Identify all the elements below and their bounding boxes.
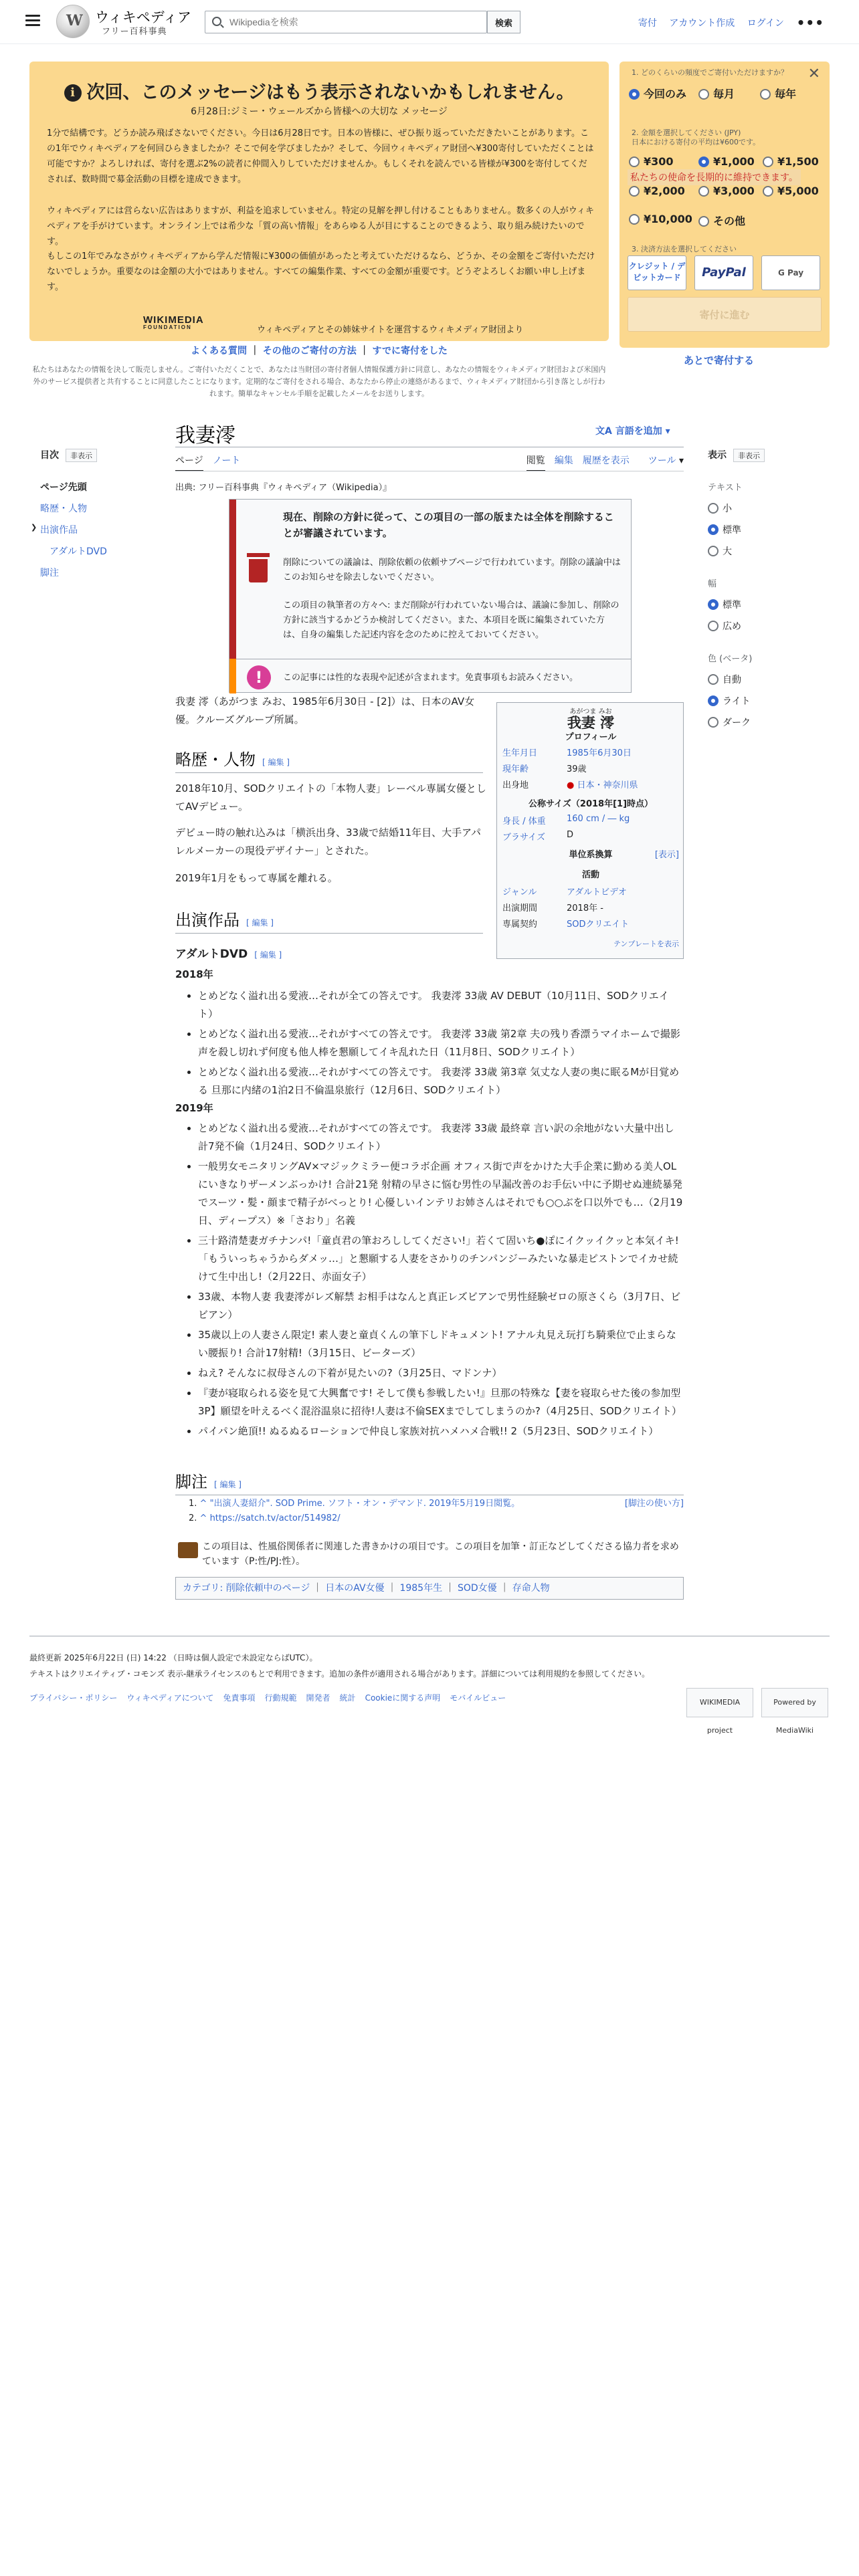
references-list	[189, 1497, 684, 1526]
freq-yearly[interactable]: 毎年	[760, 86, 796, 101]
payment-question: 3. 決済方法を選択してください	[632, 245, 737, 253]
year-2018: 2018年	[175, 968, 213, 980]
toc-item-dvd[interactable]: アダルトDVD	[50, 546, 107, 557]
toc-item-bio[interactable]: 略歴・人物	[40, 504, 87, 514]
site-tagline: フリー百科事典	[102, 27, 167, 37]
color-label: 色 (ベータ)	[708, 654, 753, 664]
stub-notice: この項目は、性風俗関係者に関連した書きかけの項目です。この項目を加筆・訂正などしてくださる協力者を求めています（P:性/PJ:性）。	[202, 1541, 679, 1567]
footer-link[interactable]: プライバシー・ポリシー	[29, 1693, 118, 1703]
warning-icon: !	[247, 665, 271, 689]
footer-link[interactable]: 統計	[339, 1693, 356, 1703]
footer-link[interactable]: 行動規範	[264, 1693, 297, 1703]
create-account-link[interactable]: アカウント作成	[669, 18, 735, 29]
footer-links	[29, 1692, 515, 1703]
list-item: • 三十路清楚妻ガチナンパ!「童貞君の筆おろししてください!」若くて固いち●ぽにイクッイクッと本気イキ! 「もういっちゃうからダメッ…」と懇願する人妻をさかりのチンパンジーみたいな暴走ピストンでイカせ続けて生中出し!（2月22日、赤面女子）	[198, 1232, 684, 1286]
infobox-value: 2018年 -	[567, 903, 603, 914]
infobox-key[interactable]: 身長 / 体重	[502, 817, 546, 827]
banner-footer-text: ウィキペディアとその姉妹サイトを運営するウィキメディア財団より	[257, 325, 524, 335]
works-list-2019	[189, 1119, 684, 1442]
freq-monthly[interactable]: 毎月	[698, 86, 735, 101]
edit-section-link[interactable]: [ 編集 ]	[214, 1480, 242, 1489]
category-links: カテゴリ: 削除依頼中のページ ｜ 日本のAV女優 ｜ 1985年生 ｜ SOD女優 ｜ 存命人物	[175, 1577, 684, 1600]
banner-paragraph-2: ウィキペディアには営らない広告はありますが、利益を追求していません。特定の見解を押し付けることもありません。数多くの人がウィキペディアを手がけています。オンライン上では希少な「質の高い情報」をあらゆる人が目にすることのできるよう、取り組み続けたいのです。	[47, 206, 594, 247]
reference-2: 2. ^ https://satch.tv/actor/514982/	[189, 1513, 341, 1523]
infobox-value: 39歳	[567, 764, 587, 774]
mission-message: 私たちの使命を長期的に維持できます。	[628, 169, 801, 185]
text-size-label: テキスト	[708, 483, 743, 493]
toc-item-notes[interactable]: 脚注	[40, 568, 59, 578]
pay-gpay-button[interactable]: G Pay	[761, 255, 820, 290]
tab-edit[interactable]: 編集	[554, 455, 573, 466]
deletion-notice-body: 削除についての議論は、削除依頼の依頼サブページで行われています。削除の議論中はこのお知らせを除去しないでください。	[283, 558, 621, 582]
amount-2000[interactable]: ¥2,000	[629, 185, 685, 197]
tab-talk[interactable]: ノート	[212, 455, 241, 466]
amount-10000[interactable]: ¥10,000	[629, 213, 692, 225]
list-item: • とめどなく溢れ出る愛液…それがすべての答えです。 我妻澪 33歳 第2章 夫の残り香漂うマイホームで撮影 声を殺し切れず何度も他人棒を懇願してイキ乱れた日（11月8日、SODクリエイト）	[198, 1025, 684, 1061]
heading-bio: 略歴・人物 [ 編集 ]	[175, 746, 483, 773]
main-menu-icon[interactable]	[25, 15, 40, 27]
infobox-template-link[interactable]: テンプレートを表示	[613, 940, 679, 948]
banner-subtitle: 6月28日:ジミー・ウェールズから皆様への大切な メッセージ	[191, 106, 448, 117]
banner-title: i 次回、このメッセージはもう表示されないかもしれません。	[29, 78, 609, 104]
wikimedia-foundation-logo: WIKIMEDIA FOUNDATION	[143, 314, 204, 330]
category-link[interactable]: 削除依頼中のページ	[225, 1583, 310, 1594]
pay-card-button[interactable]: クレジット / デビットカード	[628, 255, 686, 290]
infobox-key[interactable]: 生年月日	[502, 748, 538, 758]
list-item: • 33歳、本物人妻 我妻澪がレズ解禁 お相手はなんと真正レズビアンで男性経験ゼロの原さくら（3月7日、ビビアン）	[198, 1288, 684, 1324]
bio-paragraph-1: 2018年10月、SODクリエイトの「本物人妻」レーベル専属女優としてAVデビュー。	[175, 782, 486, 813]
infobox-value: D	[567, 830, 574, 840]
powered-by-mediawiki-badge[interactable]: Powered by MediaWiki	[761, 1688, 828, 1717]
category-link[interactable]: 存命人物	[512, 1583, 550, 1594]
heading-notes: 脚注 [ 編集 ]	[175, 1469, 684, 1495]
amount-300[interactable]: ¥300	[629, 155, 674, 168]
stub-icon	[178, 1542, 198, 1558]
color-dark-option[interactable]: ダーク	[708, 716, 751, 729]
pay-paypal-button[interactable]: PayPal	[694, 255, 753, 290]
infobox-value[interactable]: ● 日本・神奈川県	[567, 780, 638, 790]
tab-history[interactable]: 履歴を表示	[582, 455, 630, 466]
edit-section-link[interactable]: [ 編集 ]	[262, 758, 290, 767]
text-large-option[interactable]: 大	[708, 544, 732, 558]
search-input[interactable]	[229, 15, 470, 29]
edit-section-link[interactable]: [ 編集 ]	[254, 950, 282, 960]
faq-link[interactable]: よくある質問	[191, 346, 248, 356]
infobox-value[interactable]: アダルトビデオ	[567, 887, 627, 897]
list-item: • パイパン絶頂!! ぬるぬるローションで仲良し家族対抗ハメハメ合戦!! 2（5月23日、SODクリエイト）	[198, 1422, 684, 1440]
banner-paragraph-1: 1分で結構です。どうか読み飛ばさないでください。今日は6月28日です。日本の皆様に、ぜひ振り返っていただきたいことがあります。この1年でウィキペディアを何回ひらきましたか？そこで何を学びましたか？そして、今回ウィキペディア財団へ¥300寄付していただくことは可能ですか？よろしければ、寄付を選ぶ2%の読者に仲間入りしていただけませんか。もしくそれを読んでいる皆様が¥300を寄付してくだされば、数時間で募金活動の目標を達成できます。	[47, 128, 594, 185]
appearance-hide-button[interactable]: 非表示	[733, 449, 765, 462]
sexual-content-notice: この記事には性的な表現や記述が含まれます。免責事項もお読みください。	[283, 673, 578, 683]
last-modified: 最終更新 2025年6月22日 (日) 14:22 （日時は個人設定で未設定ならばUTC）。	[29, 1653, 318, 1662]
banner-paragraph-3: もしこの1年でみなさがウィキペディアから学んだ情報に¥300の価値があったと考えていただけるなら、どうか、その金額をご寄付いただけないでしょうか。重要なのは金額の大小ではありません。すべての編集作業、すべての金額が重要です。どうぞよろしくお願い申し上げます。	[47, 251, 595, 292]
footer-link[interactable]: 免責事項	[223, 1693, 256, 1703]
footer-link[interactable]: Cookieに関する声明	[365, 1693, 441, 1703]
login-link[interactable]: ログイン	[747, 18, 784, 29]
other-ways-link[interactable]: その他のご寄付の方法	[262, 346, 357, 356]
translate-icon: 文A	[595, 426, 615, 437]
bio-paragraph-3: 2019年1月をもって専属を離れる。	[175, 872, 338, 884]
categories-label[interactable]: カテゴリ:	[183, 1583, 223, 1594]
more-options-icon[interactable]: •••	[796, 15, 824, 31]
category-link[interactable]: 日本のAV女優	[325, 1583, 385, 1594]
amount-1500[interactable]: ¥1,500	[763, 155, 819, 168]
site-sub: 出典: フリー百科事典『ウィキペディア（Wikipedia）』	[175, 483, 392, 493]
appearance-title: 表示 非表示	[708, 448, 765, 462]
amount-3000[interactable]: ¥3,000	[698, 185, 755, 197]
deletion-notice	[229, 499, 632, 693]
tab-read[interactable]: 閲覧	[527, 455, 545, 471]
heading-dvd: アダルトDVD [ 編集 ]	[175, 948, 282, 961]
width-standard-option[interactable]: 標準	[708, 598, 741, 611]
infobox-key: 出演期間	[502, 903, 538, 914]
width-label: 幅	[708, 579, 717, 589]
heading-works: 出演作品 [ 編集 ]	[175, 907, 483, 934]
donate-later-link[interactable]: あとで寄付する	[684, 354, 755, 366]
units-toggle[interactable]: [表示]	[654, 850, 679, 860]
search-box[interactable]	[205, 11, 487, 33]
tab-page[interactable]: ページ	[175, 455, 203, 471]
infobox-key[interactable]: ジャンル	[502, 887, 537, 897]
list-item: • 『妻が寝取られる姿を見て大興奮です! そして僕も参戦したい!』旦那の特殊な【妻を寝取らせた後の参加型3P】願望を叶えるべく混浴温泉に招待!人妻は不倫SEXまでしてしまうのか?（4月25日、SODクリエイト）	[198, 1384, 684, 1420]
amount-other[interactable]: その他	[698, 213, 745, 228]
frequency-question: 1. どのくらいの頻度でご寄付いただけますか？	[632, 68, 788, 77]
edit-section-link[interactable]: [ 編集 ]	[246, 918, 274, 928]
list-item: • 一般男女モニタリングAV×マジックミラー便コラボ企画 オフィス街で声をかけた大手企業に勤める美人OLにいきなりザーメンぶっかけ! 合計21発 射精の早さに悩む男性の早漏改善のお手伝い中に予期せぬ連続暴発でスーツ・髪・顔まで精子がべっとり! 心優しいインテリお姉さんはそれでも○○ぶを口以外でも…（2月19日、ディープス）※「さおり」名義	[198, 1158, 684, 1230]
color-light-option[interactable]: ライト	[708, 694, 751, 708]
infobox-ruby: あがつま みお	[569, 708, 612, 716]
table-of-contents	[31, 448, 161, 578]
text-standard-option[interactable]: 標準	[708, 523, 741, 536]
list-item: • とめどなく溢れ出る愛液…それがすべての答えです。 我妻澪 33歳 最終章 言い訳の余地がない大量中出し計7発不倫（1月24日、SODクリエイト）	[198, 1119, 684, 1156]
infobox-key: 専属契約	[502, 920, 538, 930]
japan-flag-icon: ●	[567, 780, 575, 790]
infobox-activity-header: 活動	[581, 870, 599, 880]
infobox-value[interactable]: 160 cm / ― kg	[567, 814, 630, 824]
amount-question: 2. 金額を選択してください (JPY)	[632, 128, 741, 137]
already-donated-link[interactable]: すでに寄付をした	[372, 346, 448, 356]
personal-tools	[629, 16, 784, 29]
continue-donate-button[interactable]: 寄付に進む	[628, 297, 822, 332]
list-item: • とめどなく溢れ出る愛液…それがすべての答えです。 我妻澪 33歳 第3章 気丈な人妻の奥に眠るMが目覚める 旦那に内緒の1泊2日不倫温泉旅行（12月6日、SODクリエイト）	[198, 1063, 684, 1099]
page-title: 我妻澪	[175, 424, 235, 447]
infobox-name: 我妻 澪	[567, 715, 615, 731]
footer-link[interactable]: ウィキペディアについて	[126, 1693, 214, 1703]
color-auto-option[interactable]: 自動	[708, 673, 741, 686]
list-item: • ねえ? そんなに叔母さんの下着が見たいの?（3月25日、マドンナ）	[198, 1364, 684, 1382]
tools-menu[interactable]: ツール ▾	[648, 455, 684, 466]
site-header	[0, 0, 859, 44]
year-2019: 2019年	[175, 1102, 213, 1114]
bio-paragraph-2: デビュー時の触れ込みは「横浜出身、33歳で結婚11年目、大手アパレルメーカーの現役デザイナー」とされた。	[175, 827, 481, 857]
infobox	[496, 702, 684, 959]
amount-5000[interactable]: ¥5,000	[763, 185, 819, 197]
toc-title: 目次 非表示	[40, 448, 161, 462]
infobox-key[interactable]: ブラサイズ	[502, 833, 545, 843]
amount-note: 日本における寄付の平均は¥600です。	[632, 138, 761, 146]
infobox-key: 出身地	[502, 780, 529, 790]
works-list-2018	[189, 987, 684, 1101]
infobox-size-header: 公称サイズ（2018年[1]時点）	[528, 799, 654, 809]
deletion-notice-title: 現在、削除の方針に従って、この項目の一部の版または全体を削除することが審議されています。	[283, 511, 614, 539]
infobox-key[interactable]: 現年齢	[502, 764, 529, 774]
list-item: • とめどなく溢れ出る愛液…それが全ての答えです。 我妻澪 33歳 AV DEBUT（10月11日、SODクリエイト）	[198, 987, 684, 1023]
trash-icon	[247, 553, 270, 582]
width-wide-option[interactable]: 広め	[708, 619, 741, 633]
banner-legal-text: 私たちはあなたの情報を決して販売しません。ご寄付いただくことで、あなたは当財団の寄付者個人情報保護方針に同意し、あなたの情報をウィキメディア財団および米国内外のサービス提供者と共有することに同意したことになります。定期的なご寄付をされる場合、あなたから停止の連絡があるまで、ウィキメディア財団から引き落としが行われます。簡単なキャンセル手順を記載したメールをお送りします。	[32, 365, 606, 398]
close-icon[interactable]: ✕	[807, 66, 820, 82]
add-languages-button[interactable]: 文A 言語を追加 ▾	[595, 426, 670, 437]
license-text: テキストはクリエイティブ・コモンズ 表示-継承ライセンスのもとで利用できます。追加の条件が適用される場合があります。詳細については利用規約を参照してください。	[29, 1669, 650, 1679]
infobox-value[interactable]: SODクリエイト	[567, 920, 630, 930]
amount-1000[interactable]: ¥1,000	[698, 155, 755, 168]
search-icon	[212, 17, 221, 26]
fundraising-banner	[29, 62, 609, 341]
deletion-notice-authors: この項目の執筆者の方々へ: まだ削除が行われていない場合は、議論に参加し、削除の方針に該当するかどうか検討してください。また、本項目を既に編集されていた方は、自身の編集した記述内容を念のために控えておいてください。	[283, 601, 619, 640]
footer-link[interactable]: 開発者	[306, 1693, 330, 1703]
freq-once[interactable]: 今回のみ	[629, 86, 686, 101]
toc-item-top[interactable]: ページ先頭	[40, 482, 87, 493]
donate-link[interactable]: 寄付	[638, 18, 657, 29]
infobox-units: 単位系換算 [表示]	[497, 847, 684, 860]
category-link[interactable]: SOD女優	[457, 1583, 497, 1594]
category-link[interactable]: 1985年生	[399, 1583, 443, 1594]
wikipedia-logo[interactable]: W	[56, 5, 90, 38]
search-button[interactable]: 検索	[487, 11, 520, 33]
banner-links: よくある質問 ｜ その他のご寄付の方法 ｜ すでに寄付をした	[191, 346, 448, 356]
lead-paragraph: 我妻 澪（あがつま みお、1985年6月30日 - [2]）は、日本のAV女優。クルーズグループ所属。	[175, 695, 475, 726]
wikimedia-project-badge[interactable]: WIKIMEDIA project	[686, 1688, 753, 1717]
donation-form	[619, 62, 830, 348]
text-small-option[interactable]: 小	[708, 502, 732, 515]
footer-link[interactable]: モバイルビュー	[450, 1693, 506, 1703]
toc-item-works[interactable]: 出演作品	[40, 525, 78, 536]
list-item: • 35歳以上の人妻さん限定! 素人妻と童貞くんの筆下しドキュメント! アナル丸見え玩打ち騎乗位で止まらない腰振り! 合計17射精!（3月15日、ビーターズ）	[198, 1326, 684, 1362]
reference-1: 1. ^ "出演人妻紹介". SOD Prime. ソフト・オン・デマンド. 2019年5月19日閲覧。 [脚注の使い方]	[189, 1497, 684, 1511]
infobox-profile-header: プロフィール	[565, 732, 617, 742]
chevron-down-icon[interactable]: ❯	[31, 523, 37, 532]
toc-hide-button[interactable]: 非表示	[66, 449, 97, 462]
site-name[interactable]: ウィキペディア	[95, 9, 192, 25]
reference-help-link[interactable]: [脚注の使い方]	[624, 1499, 684, 1509]
infobox-value[interactable]: 1985年6月30日	[567, 748, 632, 758]
info-icon: i	[64, 84, 82, 102]
